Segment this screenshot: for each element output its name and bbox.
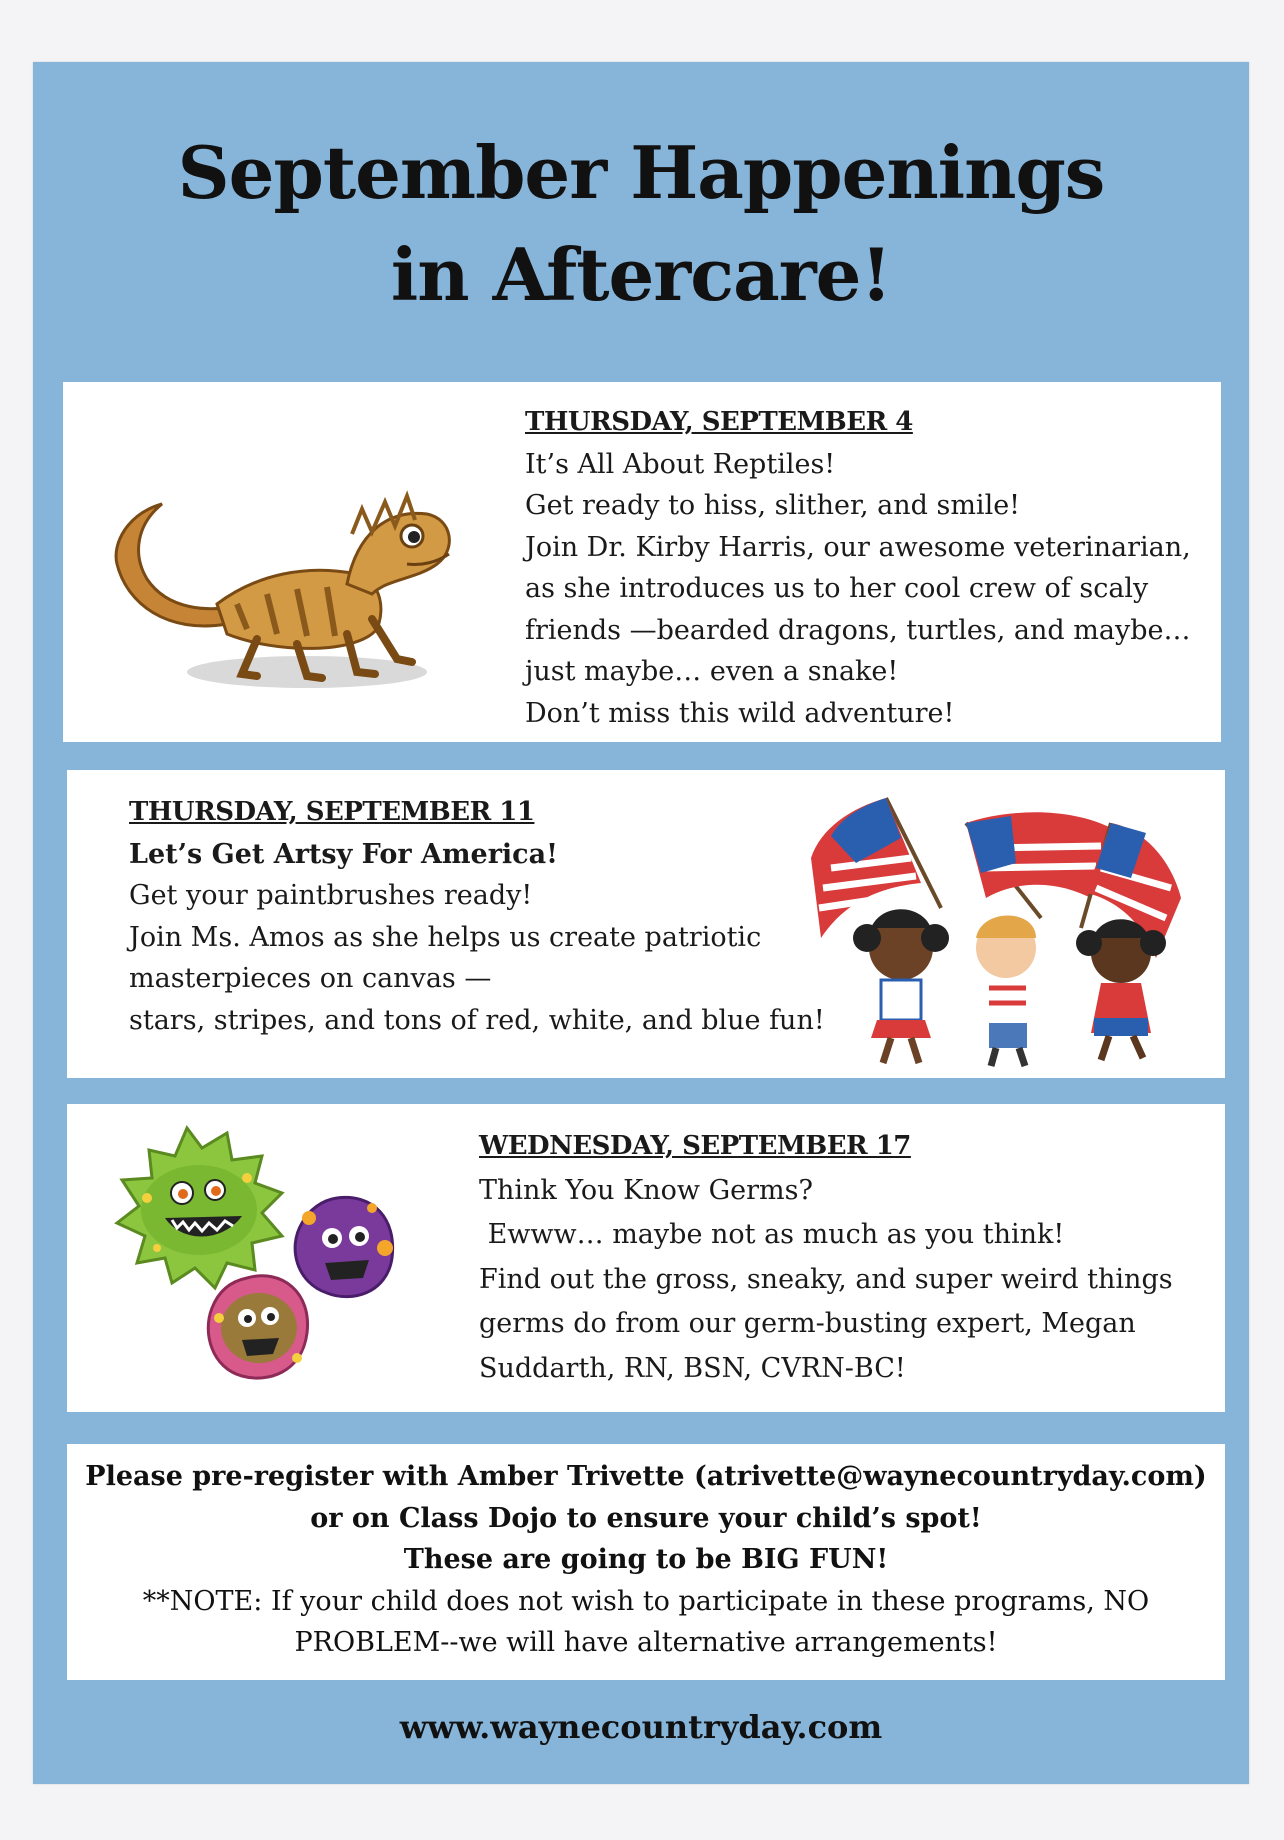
registration-line: or on Class Dojo to ensure your child’s spot!	[310, 1502, 982, 1534]
event-card-germs	[67, 1104, 1225, 1412]
event-1-line: Join Dr. Kirby Harris, our awesome veterinarian,	[525, 531, 1191, 563]
event-1-line: as she introduces us to her cool crew of scaly	[525, 573, 1149, 604]
event-1-line: just maybe… even a snake!	[525, 656, 899, 687]
event-3-line: germs do from our germ-busting expert, Megan	[479, 1308, 1136, 1339]
lizard-illustration	[107, 454, 457, 694]
event-2-text	[129, 792, 825, 1041]
event-3-line: Find out the gross, sneaky, and super weird things	[479, 1263, 1173, 1295]
event-3-line: Suddarth, RN, BSN, CVRN-BC!	[479, 1352, 906, 1384]
registration-card	[67, 1444, 1225, 1680]
event-3-line: Think You Know Germs?	[479, 1174, 813, 1206]
event-2-subtitle: Let’s Get Artsy For America!	[129, 838, 558, 870]
event-1-line: Get ready to hiss, slither, and smile!	[525, 490, 1021, 521]
event-1-date: THURSDAY, SEPTEMBER 4	[525, 407, 913, 437]
registration-line: Please pre-register with Amber Trivette (atrivette@waynecountryday.com)	[85, 1461, 1207, 1492]
event-card-art	[67, 770, 1225, 1078]
flyer	[33, 62, 1249, 1784]
germs-illustration	[87, 1118, 417, 1398]
event-2-line: stars, stripes, and tons of red, white, and blue fun!	[129, 1004, 825, 1036]
event-3-date: WEDNESDAY, SEPTEMBER 17	[479, 1131, 911, 1161]
website-url: www.waynecountryday.com	[399, 1708, 883, 1746]
event-1-line: friends —bearded dragons, turtles, and maybe…	[525, 614, 1191, 646]
event-2-date: THURSDAY, SEPTEMBER 11	[129, 797, 535, 827]
registration-text	[67, 1456, 1225, 1664]
registration-note: **NOTE: If your child does not wish to participate in these programs, NO	[142, 1585, 1150, 1617]
event-2-line: Get your paintbrushes ready!	[129, 880, 533, 911]
event-1-line: It’s All About Reptiles!	[525, 448, 836, 480]
event-1-text	[525, 402, 1191, 734]
event-2-line: Join Ms. Amos as she helps us create patriotic	[129, 921, 762, 953]
registration-line: These are going to be BIG FUN!	[403, 1544, 889, 1575]
event-card-reptiles	[63, 382, 1221, 742]
title-line-1: September Happenings	[177, 130, 1105, 215]
kids-with-flags-illustration	[811, 788, 1221, 1068]
title-line-2: in Aftercare!	[390, 232, 892, 317]
event-3-line: Ewww… maybe not as much as you think!	[479, 1219, 1065, 1250]
event-3-text	[479, 1124, 1173, 1391]
registration-note: PROBLEM--we will have alternative arrangements!	[294, 1627, 998, 1658]
page-title	[33, 122, 1249, 326]
event-2-line: masterpieces on canvas —	[129, 963, 492, 994]
event-1-line: Don’t miss this wild adventure!	[525, 697, 955, 729]
